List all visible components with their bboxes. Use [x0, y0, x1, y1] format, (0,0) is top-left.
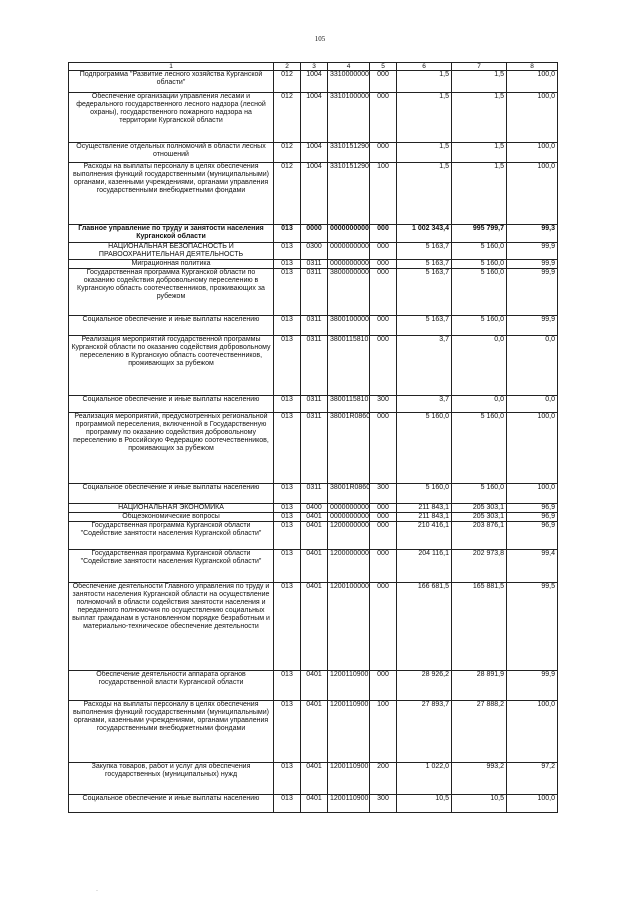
table-body [69, 71, 558, 813]
target-item-code: 3310151290 [328, 143, 370, 163]
table-row [69, 143, 558, 163]
executed-amount: 5 160,0 [452, 260, 507, 269]
target-item-code: 0000000000 [328, 513, 370, 522]
table-row [69, 93, 558, 143]
ministry-code: 013 [274, 316, 301, 336]
expense-type-code: 000 [370, 93, 397, 143]
expense-type-code: 300 [370, 484, 397, 504]
executed-amount: 993,2 [452, 763, 507, 795]
target-item-code: 3800100000 [328, 316, 370, 336]
planned-amount: 211 843,1 [397, 513, 452, 522]
executed-amount: 205 303,1 [452, 504, 507, 513]
expense-type-code: 000 [370, 269, 397, 316]
executed-amount: 0,0 [452, 336, 507, 396]
target-item-code: 0000000000 [328, 260, 370, 269]
execution-percent: 99,9 [507, 243, 558, 260]
expenditure-name: Реализация мероприятий государственной программы Курганской области по оказанию содействия добровольному переселению в Курганскую область соотечественников, проживающих за рубежом [69, 336, 274, 396]
target-item-code: 3800115810 [328, 336, 370, 396]
target-item-code: 3310000000 [328, 71, 370, 93]
expenditure-name: НАЦИОНАЛЬНАЯ ЭКОНОМИКА [69, 504, 274, 513]
execution-percent: 100,0 [507, 413, 558, 484]
table-row [69, 513, 558, 522]
expense-type-code: 000 [370, 316, 397, 336]
expenditure-name: Государственная программа Курганской области по оказанию содействия добровольному переселению в Курганскую область соотечественников, проживающих за рубежом [69, 269, 274, 316]
ministry-code: 013 [274, 522, 301, 550]
target-item-code: 1200110900 [328, 763, 370, 795]
expense-type-code: 300 [370, 795, 397, 813]
planned-amount: 1,5 [397, 143, 452, 163]
column-header: 2 [274, 63, 301, 71]
ministry-code: 013 [274, 269, 301, 316]
execution-percent: 100,0 [507, 795, 558, 813]
table-row [69, 522, 558, 550]
execution-percent: 100,0 [507, 163, 558, 225]
executed-amount: 1,5 [452, 143, 507, 163]
execution-percent: 96,9 [507, 522, 558, 550]
section-code: 0401 [301, 671, 328, 701]
section-code: 0311 [301, 269, 328, 316]
section-code: 0311 [301, 336, 328, 396]
target-item-code: 38001R0860 [328, 413, 370, 484]
execution-percent: 100,0 [507, 484, 558, 504]
expenditure-name: Расходы на выплаты персоналу в целях обеспечения выполнения функций государственными (муниципальными) органами, казенными учреждениями, органами управления государственными внебюджетными фондами [69, 163, 274, 225]
planned-amount: 5 163,7 [397, 316, 452, 336]
budget-table [68, 62, 558, 813]
planned-amount: 166 681,5 [397, 583, 452, 671]
expenditure-name: Общеэкономические вопросы [69, 513, 274, 522]
column-header: 5 [370, 63, 397, 71]
target-item-code: 3800000000 [328, 269, 370, 316]
execution-percent: 100,0 [507, 93, 558, 143]
ministry-code: 013 [274, 795, 301, 813]
ministry-code: 013 [274, 225, 301, 243]
section-code: 0401 [301, 583, 328, 671]
table-row [69, 336, 558, 396]
planned-amount: 28 926,2 [397, 671, 452, 701]
table-row [69, 269, 558, 316]
section-code: 0311 [301, 260, 328, 269]
ministry-code: 013 [274, 504, 301, 513]
section-code: 1004 [301, 71, 328, 93]
planned-amount: 5 163,7 [397, 260, 452, 269]
ministry-code: 013 [274, 243, 301, 260]
expense-type-code: 300 [370, 396, 397, 413]
execution-percent: 99,9 [507, 316, 558, 336]
table-row [69, 701, 558, 763]
executed-amount: 5 160,0 [452, 269, 507, 316]
expenditure-name: НАЦИОНАЛЬНАЯ БЕЗОПАСНОСТЬ И ПРАВООХРАНИТЕЛЬНАЯ ДЕЯТЕЛЬНОСТЬ [69, 243, 274, 260]
expenditure-name: Обеспечение деятельности аппарата органов государственной власти Курганской области [69, 671, 274, 701]
table-row [69, 243, 558, 260]
planned-amount: 5 160,0 [397, 484, 452, 504]
table-row [69, 550, 558, 583]
expenditure-name: Подпрограмма "Развитие лесного хозяйства Курганской области" [69, 71, 274, 93]
expenditure-name: Расходы на выплаты персоналу в целях обеспечения выполнения функций государственными (муниципальными) органами, казенными учреждениями, органами управления государственными внебюджетными фондами [69, 701, 274, 763]
expenditure-name: Социальное обеспечение и иные выплаты населению [69, 795, 274, 813]
ministry-code: 012 [274, 71, 301, 93]
expense-type-code: 000 [370, 583, 397, 671]
target-item-code: 1200100000 [328, 583, 370, 671]
planned-amount: 1,5 [397, 71, 452, 93]
table-row [69, 671, 558, 701]
planned-amount: 10,5 [397, 795, 452, 813]
ministry-code: 013 [274, 260, 301, 269]
section-code: 0311 [301, 396, 328, 413]
execution-percent: 100,0 [507, 143, 558, 163]
target-item-code: 0000000000 [328, 504, 370, 513]
table-row [69, 504, 558, 513]
section-code: 0401 [301, 522, 328, 550]
planned-amount: 5 160,0 [397, 413, 452, 484]
target-item-code: 1200110900 [328, 795, 370, 813]
table-row [69, 763, 558, 795]
execution-percent: 97,2 [507, 763, 558, 795]
footer-mark: · [96, 888, 98, 894]
table-row [69, 795, 558, 813]
expense-type-code: 000 [370, 225, 397, 243]
column-header: 3 [301, 63, 328, 71]
section-code: 1004 [301, 143, 328, 163]
execution-percent: 99,4 [507, 550, 558, 583]
ministry-code: 013 [274, 671, 301, 701]
ministry-code: 013 [274, 583, 301, 671]
ministry-code: 012 [274, 163, 301, 225]
expenditure-name: Обеспечение деятельности Главного управления по труду и занятости населения Курганской области на осуществление полномочий в области содействия занятости населения и переданного полномочия по осуществлению социальных выплат гражданам в установленном порядке безработным и материально-техническое обеспечение деятельности [69, 583, 274, 671]
target-item-code: 0000000000 [328, 243, 370, 260]
expenditure-name: Главное управление по труду и занятости населения Курганской области [69, 225, 274, 243]
expense-type-code: 000 [370, 71, 397, 93]
ministry-code: 013 [274, 550, 301, 583]
expenditure-name: Осуществление отдельных полномочий в области лесных отношений [69, 143, 274, 163]
table-row [69, 71, 558, 93]
expenditure-name: Социальное обеспечение и иные выплаты населению [69, 396, 274, 413]
section-code: 0311 [301, 413, 328, 484]
ministry-code: 013 [274, 513, 301, 522]
section-code: 0300 [301, 243, 328, 260]
section-code: 0400 [301, 504, 328, 513]
expenditure-name: Государственная программа Курганской области "Содействие занятости населения Курганской области" [69, 522, 274, 550]
expense-type-code: 000 [370, 336, 397, 396]
execution-percent: 100,0 [507, 701, 558, 763]
table-row [69, 225, 558, 243]
planned-amount: 1 002 343,4 [397, 225, 452, 243]
planned-amount: 3,7 [397, 396, 452, 413]
target-item-code: 3800115810 [328, 396, 370, 413]
table-row [69, 163, 558, 225]
planned-amount: 1 022,0 [397, 763, 452, 795]
ministry-code: 013 [274, 484, 301, 504]
execution-percent: 99,9 [507, 671, 558, 701]
execution-percent: 99,9 [507, 260, 558, 269]
executed-amount: 205 303,1 [452, 513, 507, 522]
planned-amount: 204 116,1 [397, 550, 452, 583]
planned-amount: 1,5 [397, 163, 452, 225]
expenditure-name: Социальное обеспечение и иные выплаты населению [69, 484, 274, 504]
section-code: 0000 [301, 225, 328, 243]
page-number: 105 [314, 35, 326, 43]
executed-amount: 5 160,0 [452, 243, 507, 260]
executed-amount: 165 881,5 [452, 583, 507, 671]
expense-type-code: 000 [370, 513, 397, 522]
execution-percent: 100,0 [507, 71, 558, 93]
expenditure-name: Государственная программа Курганской области "Содействие занятости населения Курганской области" [69, 550, 274, 583]
ministry-code: 013 [274, 763, 301, 795]
execution-percent: 96,9 [507, 513, 558, 522]
ministry-code: 013 [274, 336, 301, 396]
executed-amount: 27 888,2 [452, 701, 507, 763]
expense-type-code: 000 [370, 522, 397, 550]
execution-percent: 99,5 [507, 583, 558, 671]
expenditure-name: Закупка товаров, работ и услуг для обеспечения государственных (муниципальных) нужд [69, 763, 274, 795]
ministry-code: 012 [274, 93, 301, 143]
section-code: 0401 [301, 513, 328, 522]
executed-amount: 203 876,1 [452, 522, 507, 550]
column-header: 7 [452, 63, 507, 71]
expense-type-code: 000 [370, 243, 397, 260]
executed-amount: 10,5 [452, 795, 507, 813]
executed-amount: 0,0 [452, 396, 507, 413]
target-item-code: 3310151290 [328, 163, 370, 225]
execution-percent: 99,3 [507, 225, 558, 243]
expenditure-name: Социальное обеспечение и иные выплаты населению [69, 316, 274, 336]
expense-type-code: 000 [370, 504, 397, 513]
planned-amount: 27 893,7 [397, 701, 452, 763]
column-header: 8 [507, 63, 558, 71]
target-item-code: 3310100000 [328, 93, 370, 143]
target-item-code: 1200000000 [328, 550, 370, 583]
target-item-code: 1200110900 [328, 701, 370, 763]
ministry-code: 013 [274, 701, 301, 763]
table-row [69, 396, 558, 413]
planned-amount: 5 163,7 [397, 269, 452, 316]
executed-amount: 202 973,8 [452, 550, 507, 583]
executed-amount: 1,5 [452, 93, 507, 143]
table-row [69, 413, 558, 484]
expenditure-name: Миграционная политика [69, 260, 274, 269]
section-code: 0401 [301, 763, 328, 795]
ministry-code: 012 [274, 143, 301, 163]
executed-amount: 1,5 [452, 163, 507, 225]
column-header: 6 [397, 63, 452, 71]
section-code: 0401 [301, 701, 328, 763]
section-code: 0311 [301, 484, 328, 504]
planned-amount: 1,5 [397, 93, 452, 143]
table-row [69, 583, 558, 671]
executed-amount: 5 160,0 [452, 413, 507, 484]
expense-type-code: 000 [370, 260, 397, 269]
expenditure-name: Реализация мероприятий, предусмотренных региональной программой переселения, включенной в Государственную программу по оказанию содействия добровольному переселению в Российскую Федерацию соотечественников, проживающих за рубежом [69, 413, 274, 484]
ministry-code: 013 [274, 396, 301, 413]
execution-percent: 96,9 [507, 504, 558, 513]
expense-type-code: 100 [370, 701, 397, 763]
planned-amount: 3,7 [397, 336, 452, 396]
section-code: 0401 [301, 795, 328, 813]
expense-type-code: 000 [370, 143, 397, 163]
table-row [69, 484, 558, 504]
column-header: 4 [328, 63, 370, 71]
execution-percent: 0,0 [507, 336, 558, 396]
column-header: 1 [69, 63, 274, 71]
expense-type-code: 200 [370, 763, 397, 795]
target-item-code: 1200000000 [328, 522, 370, 550]
executed-amount: 995 799,7 [452, 225, 507, 243]
expense-type-code: 000 [370, 671, 397, 701]
ministry-code: 013 [274, 413, 301, 484]
expense-type-code: 000 [370, 413, 397, 484]
target-item-code: 0000000000 [328, 225, 370, 243]
planned-amount: 211 843,1 [397, 504, 452, 513]
planned-amount: 210 416,1 [397, 522, 452, 550]
expense-type-code: 000 [370, 550, 397, 583]
table-row [69, 260, 558, 269]
expense-type-code: 100 [370, 163, 397, 225]
execution-percent: 0,0 [507, 396, 558, 413]
planned-amount: 5 163,7 [397, 243, 452, 260]
expenditure-name: Обеспечение организации управления лесами и федерального государственного лесного надзора (лесной охраны), государственного пожарного надзора на территории Курганской области [69, 93, 274, 143]
section-code: 0401 [301, 550, 328, 583]
section-code: 0311 [301, 316, 328, 336]
target-item-code: 38001R0860 [328, 484, 370, 504]
header-row [69, 63, 558, 71]
table-row [69, 316, 558, 336]
section-code: 1004 [301, 163, 328, 225]
executed-amount: 28 891,9 [452, 671, 507, 701]
section-code: 1004 [301, 93, 328, 143]
executed-amount: 1,5 [452, 71, 507, 93]
executed-amount: 5 160,0 [452, 316, 507, 336]
target-item-code: 1200110900 [328, 671, 370, 701]
executed-amount: 5 160,0 [452, 484, 507, 504]
execution-percent: 99,9 [507, 269, 558, 316]
